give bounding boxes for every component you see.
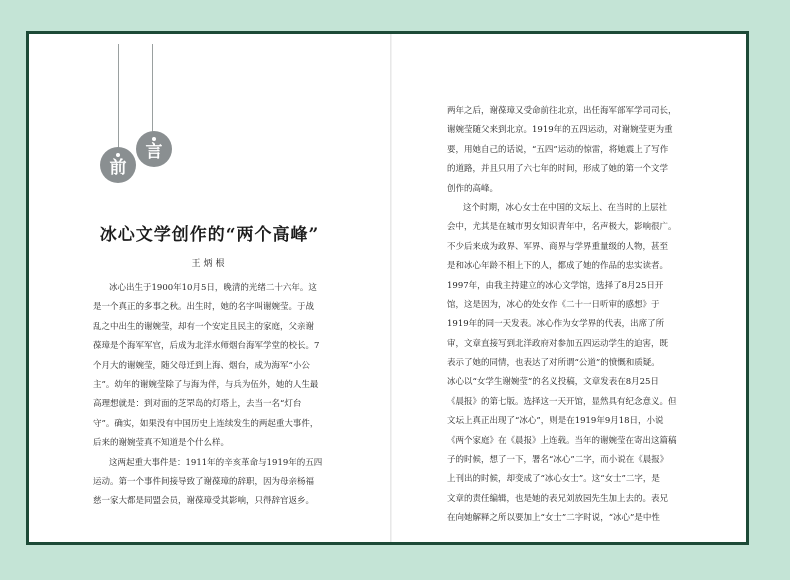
text-line: 文章的责任编辑，也是她的表兄刘放园先生加上去的。表兄 — [447, 493, 669, 504]
text-line: 个月大的谢婉莹，随父母迁到上海、烟台，成为海军“小公 — [93, 360, 310, 371]
text-line: 子的时候，想了一下，署名“冰心”二字，而小说在《晨报》 — [447, 455, 669, 466]
preface-badge-1-label: 前 — [109, 157, 127, 178]
text-line: 是一个真正的多事之秋。出生时，她的名字叫谢婉莹。于战 — [93, 302, 315, 313]
text-line: 的道路，并且只用了六七年的时间，形成了她的第一个文学 — [447, 164, 669, 175]
text-line: 会中，尤其是在城市男女知识青年中，名声极大，影响很广。 — [447, 222, 677, 233]
text-line: 1919年的同一天发表。冰心作为女学界的代表，出席了所 — [447, 319, 665, 330]
text-line: 文坛上真正出现了“冰心”，则是在1919年9月18日，小说 — [447, 416, 664, 427]
badge-dot-icon — [116, 153, 120, 157]
text-line: 馆，这是因为，冰心的处女作《二十一日听审的感想》于 — [447, 299, 660, 310]
text-line: 在向她解释之所以要加上“女士”二字时说，“冰心”是中性 — [447, 513, 660, 524]
text-line: 冰心以“女学生谢婉莹”的名义投稿，文章发表在8月25日 — [447, 377, 659, 388]
text-line: 1997年，由我主持建立的冰心文学馆，选择了8月25日开 — [447, 280, 664, 291]
text-line: 《晨报》的第七版。选择这一天开馆，显然具有纪念意义。但 — [447, 396, 677, 407]
right-page — [393, 34, 749, 542]
text-line: 《两个家庭》在《晨报》上连载。当年的谢婉莹在寄出这篇稿 — [447, 435, 677, 446]
text-line: 高理想就是：到对面的芝罘岛的灯塔上，去当一名“灯台 — [93, 399, 302, 410]
text-line: 乱之中出生的谢婉莹，却有一个安定且民主的家庭，父亲谢 — [93, 321, 315, 332]
text-line: 不少后来成为政界、军界、商界与学界重量级的人物，甚至 — [447, 241, 669, 252]
left-page — [29, 34, 390, 542]
text-line: 谢婉莹随父来到北京。1919年的五四运动，对谢婉莹更为重 — [447, 125, 673, 136]
text-line: 两年之后，谢葆璋又受命前往北京，出任海军部军学司司长， — [447, 106, 677, 116]
preface-badge-2-label: 言 — [145, 141, 163, 162]
text-line: 这个时期，冰心女士在中国的文坛上、在当时的上层社 — [463, 202, 668, 213]
author-name: 王炳根 — [191, 259, 228, 269]
text-line: 主”。幼年的谢婉莹除了与海为伴，与兵为伍外，她的人生最 — [93, 379, 319, 390]
preface-badge-1 — [100, 147, 136, 183]
chapter-title: 冰心文学创作的“两个高峰” — [99, 225, 320, 245]
text-line: 要，用她自己的话说，“五四”运动的惊雷，将她震上了写作 — [447, 144, 669, 155]
text-line: 这两起重大事件是：1911年的辛亥革命与1919年的五四 — [109, 457, 323, 468]
text-line: 慈一家大都是同盟会员，谢葆璋受其影响，只得辞官返乡。 — [93, 496, 315, 507]
badge-dot-icon — [152, 137, 156, 141]
text-line: 冰心出生于1900年10月5日，晚清的光绪二十六年。这 — [109, 283, 317, 293]
hanging-string-2 — [152, 44, 153, 134]
text-line: 葆璋是个海军军官，后成为北洋水师烟台海军学堂的校长。7 — [93, 341, 320, 352]
text-line: 审，文章直接写到北洋政府对参加五四运动学生的迫害，既 — [447, 338, 669, 349]
book-spread-frame — [26, 31, 749, 545]
right-body-text — [447, 102, 697, 529]
text-line: 守”。确实，如果没有中国历史上连续发生的两起重大事件， — [93, 418, 319, 429]
text-line: 上刊出的时候，却变成了“冰心女士”。这“女士”二字，是 — [447, 474, 660, 485]
left-body-text — [93, 279, 333, 512]
text-line: 运动。第一个事件间接导致了谢葆璋的辞职，因为母亲杨福 — [93, 476, 315, 487]
book-spine — [390, 34, 392, 542]
hanging-string-1 — [118, 44, 119, 152]
text-line: 创作的高峰。 — [447, 183, 499, 194]
text-line: 是和冰心年龄不相上下的人，都成了她的作品的忠实读者。 — [447, 261, 669, 272]
text-line: 后来的谢婉莹真不知道是个什么样。 — [93, 438, 230, 449]
text-line: 表示了她的同情，也表达了对所谓“公道”的愤慨和质疑。 — [447, 358, 660, 369]
preface-badge-2 — [136, 131, 172, 167]
